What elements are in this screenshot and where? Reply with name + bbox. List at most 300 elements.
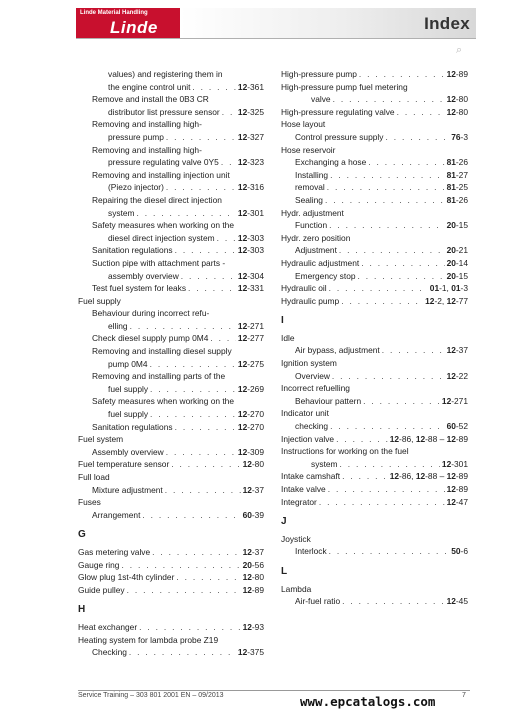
page-chapter: 81	[446, 169, 456, 180]
index-entry: Hydr. zero position	[281, 232, 351, 243]
page-reference[interactable]	[442, 395, 468, 408]
page-chapter: 12	[446, 484, 456, 494]
index-entry: Removing and installing high-	[92, 119, 202, 130]
leader-dots	[325, 194, 445, 207]
page-number-part: -331	[247, 283, 264, 294]
entry-label: valve	[311, 94, 331, 105]
page-reference[interactable]	[447, 483, 468, 496]
page-reference[interactable]	[238, 181, 264, 194]
page-chapter: 12	[242, 546, 252, 557]
page-number-part: -15	[455, 270, 468, 281]
page-number-part: -39	[251, 509, 264, 520]
page-chapter: 12	[237, 182, 248, 193]
entry-label: Sanitation regulations	[92, 421, 173, 432]
page-number-part: -303	[247, 232, 264, 243]
index-entry	[78, 509, 264, 522]
page-reference[interactable]	[451, 131, 468, 144]
index-entry	[78, 181, 264, 194]
page-chapter: 60	[446, 421, 456, 432]
leader-dots	[382, 344, 445, 357]
entry-label: Check diesel supply pump 0M4	[92, 333, 209, 344]
leader-dots	[181, 270, 236, 283]
page-reference[interactable]	[447, 344, 468, 357]
page-reference[interactable]	[447, 270, 468, 283]
entry-label: pressure regulating valve 0Y5	[108, 157, 219, 168]
entry-label: Glow plug 1st-4th cylinder	[78, 572, 175, 583]
index-entry: Ignition system	[281, 358, 337, 369]
page-chapter: 12	[237, 421, 248, 432]
index-entry: Fuses	[78, 497, 101, 508]
entry-label: pressure pump	[108, 131, 164, 142]
page-chapter: 12	[242, 572, 252, 583]
page-reference[interactable]	[447, 219, 468, 232]
page-reference[interactable]	[447, 370, 468, 383]
entry-label: Installing	[295, 169, 329, 180]
page-number-part: -89	[251, 584, 264, 595]
page-reference[interactable]	[238, 646, 264, 659]
page-number-part: -37	[251, 546, 264, 557]
page-reference[interactable]	[238, 131, 264, 144]
page-reference[interactable]	[447, 106, 468, 119]
page-reference[interactable]	[238, 332, 264, 345]
section-letter: I	[281, 315, 284, 327]
page-chapter: 60	[242, 509, 252, 520]
entry-label: Arrangement	[92, 509, 141, 520]
page-number-part: -303	[247, 245, 264, 256]
leader-dots	[336, 433, 388, 446]
page-reference[interactable]	[238, 320, 264, 333]
page-number-part: -323	[247, 157, 264, 168]
leader-dots	[130, 320, 236, 333]
page-chapter: 12	[441, 458, 452, 469]
page-reference[interactable]	[243, 621, 264, 634]
page-number-part: -88 –	[425, 471, 447, 482]
index-entry	[281, 295, 468, 308]
entry-label: Fuel temperature sensor	[78, 459, 170, 470]
leader-dots	[139, 621, 240, 634]
entry-label: Air bypass, adjustment	[295, 345, 380, 356]
page-chapter: 12	[237, 106, 248, 117]
page-reference[interactable]	[238, 244, 264, 257]
leader-dots	[329, 545, 450, 558]
leader-dots	[150, 358, 236, 371]
index-entry: Hose layout	[281, 119, 326, 130]
index-entry: Heating system for lambda probe Z19	[78, 634, 219, 645]
index-entry	[281, 458, 468, 471]
page-chapter: 81	[446, 194, 456, 205]
leader-dots	[342, 470, 388, 483]
page-number-part: -270	[247, 421, 264, 432]
page-reference[interactable]	[243, 559, 264, 572]
section-letter: J	[281, 516, 287, 528]
index-entry	[78, 621, 264, 634]
page-reference[interactable]	[238, 207, 264, 220]
index-entry	[281, 93, 468, 106]
index-entry: Removing and installing parts of the	[92, 371, 226, 382]
leader-dots	[329, 219, 444, 232]
entry-label: Adjustment	[295, 245, 337, 256]
page-chapter: 12	[237, 131, 248, 142]
index-entry	[281, 169, 468, 182]
leader-dots	[385, 131, 449, 144]
page-reference[interactable]	[238, 358, 264, 371]
entry-label: (Piezo injector)	[108, 182, 164, 193]
page-number-part: -80	[455, 106, 468, 117]
page-number-part: -361	[247, 81, 264, 92]
leader-dots	[165, 484, 241, 497]
header-divider	[76, 38, 476, 39]
search-icon: ⌕	[456, 44, 463, 56]
page-chapter: 12	[242, 484, 252, 495]
page-number-part: -309	[247, 446, 264, 457]
page-reference[interactable]	[447, 156, 468, 169]
page-chapter: 12	[446, 596, 456, 607]
entry-label: Checking	[92, 647, 127, 658]
entry-label: Guide pulley	[78, 584, 125, 595]
index-entry: values) and registering them in	[108, 69, 223, 79]
index-entry	[281, 131, 468, 144]
page-number-part: -89	[455, 69, 468, 79]
page-reference[interactable]	[447, 194, 468, 207]
index-entry	[78, 282, 264, 295]
section-letter: G	[78, 529, 86, 541]
index-entry	[78, 484, 264, 497]
index-entry	[281, 156, 468, 169]
page-number-part: -269	[247, 383, 264, 394]
page-number-part: -86,	[399, 433, 416, 444]
page-reference[interactable]	[238, 232, 264, 245]
entry-label: Hydraulic oil	[281, 283, 327, 294]
leader-dots	[150, 383, 236, 396]
page-chapter: 12	[237, 283, 248, 294]
page-number-part: -26	[455, 194, 468, 205]
page-reference[interactable]	[243, 546, 264, 559]
page-number-part: -80	[455, 94, 468, 105]
page-chapter: 12	[446, 471, 456, 482]
page-number-part: -47	[455, 496, 468, 507]
index-entry: High-pressure pump fuel metering	[281, 81, 408, 92]
index-entry: Suction pipe with attachment parts -	[92, 257, 226, 268]
leader-dots	[166, 131, 236, 144]
page-reference[interactable]	[243, 484, 264, 497]
index-entry	[281, 370, 468, 383]
leader-dots	[327, 181, 445, 194]
index-entry	[281, 106, 468, 119]
index-entry	[78, 81, 264, 94]
page-chapter: 12	[425, 295, 435, 306]
page-number-part: -56	[251, 559, 264, 570]
index-entry	[78, 244, 264, 257]
entry-label: distributor list pressure sensor	[108, 106, 220, 117]
page-chapter: 12	[389, 433, 400, 444]
leader-dots	[171, 458, 240, 471]
page-number-part: -275	[247, 358, 264, 369]
page-number-part: -26	[455, 157, 468, 168]
entry-label: Sealing	[295, 194, 323, 205]
page-reference[interactable]	[238, 81, 264, 94]
index-entry	[78, 332, 264, 345]
page-reference[interactable]	[238, 106, 264, 119]
leader-dots	[342, 595, 444, 608]
page-chapter: 12	[237, 270, 248, 281]
page-reference[interactable]	[451, 545, 468, 558]
leader-dots	[152, 546, 240, 559]
page-number: 7	[462, 692, 466, 699]
index-entry	[78, 446, 264, 459]
page-chapter: 12	[446, 370, 456, 381]
page-reference[interactable]	[447, 68, 468, 81]
leader-dots	[319, 496, 445, 509]
index-entry	[78, 383, 264, 396]
index-entry: Removing and installing high-	[92, 144, 202, 155]
page-reference[interactable]	[430, 282, 468, 295]
leader-dots	[175, 421, 236, 434]
index-entry	[78, 320, 264, 333]
leader-dots	[222, 106, 236, 119]
index-entry: Joystick	[281, 533, 311, 544]
index-entry	[281, 244, 468, 257]
entry-label: Injection valve	[281, 433, 335, 444]
page-chapter: 12	[237, 383, 248, 394]
entry-label: diesel direct injection system	[108, 232, 215, 243]
index-entry	[78, 421, 264, 434]
page-reference[interactable]	[243, 584, 264, 597]
index-entry: Repairing the diesel direct injection	[92, 194, 222, 205]
leader-dots	[175, 244, 236, 257]
index-entry	[78, 546, 264, 559]
watermark: www.epcatalogs.com	[300, 694, 436, 709]
page-number-part: -14	[455, 257, 468, 268]
page-number-part: -25	[455, 182, 468, 193]
page-chapter: 12	[237, 81, 248, 92]
page-number-part: -80	[251, 459, 264, 470]
page-chapter: 12	[415, 471, 426, 482]
index-entry: Lambda	[281, 583, 312, 594]
page-chapter: 12	[237, 157, 248, 168]
page-chapter: 12	[242, 621, 252, 632]
page-reference[interactable]	[447, 257, 468, 270]
page-reference[interactable]	[238, 270, 264, 283]
page-number-part: -325	[247, 106, 264, 117]
page-chapter: 12	[446, 345, 456, 356]
leader-dots	[330, 169, 445, 182]
leader-dots	[188, 282, 236, 295]
index-entry: Remove and install the 0B3 CR	[92, 94, 209, 105]
page-reference[interactable]	[238, 282, 264, 295]
entry-label: Intake valve	[281, 484, 326, 494]
page-number-part: -93	[251, 621, 264, 632]
page-reference[interactable]	[442, 458, 468, 471]
leader-dots	[339, 244, 445, 257]
page-reference[interactable]	[238, 383, 264, 396]
page-number-part: -3	[460, 131, 468, 142]
leader-dots	[361, 257, 444, 270]
page-number-part: -37	[251, 484, 264, 495]
index-entry	[281, 282, 468, 295]
entry-label: pump 0M4	[108, 358, 148, 369]
entry-label: Hydraulic pump	[281, 295, 340, 306]
index-entry	[281, 470, 468, 483]
index-entry	[281, 420, 468, 433]
index-entry: Fuel system	[78, 434, 124, 445]
leader-dots	[359, 68, 445, 81]
page-reference[interactable]	[447, 93, 468, 106]
page-chapter: 12	[237, 358, 248, 369]
leader-dots	[358, 270, 445, 283]
index-entry	[78, 106, 264, 119]
page-number-part: -6	[460, 546, 468, 557]
leader-dots	[397, 106, 445, 119]
entry-label: Interlock	[295, 546, 327, 557]
page-number-part: -21	[455, 245, 468, 256]
entry-label: Control pressure supply	[295, 131, 384, 142]
page-chapter: 12	[446, 106, 456, 117]
entry-label: checking	[295, 421, 329, 432]
leader-dots	[333, 93, 445, 106]
index-entry	[281, 395, 468, 408]
page-number-part: -15	[455, 220, 468, 231]
entry-label: Function	[295, 220, 328, 231]
entry-label: Mixture adjustment	[92, 484, 163, 495]
leader-dots	[363, 395, 440, 408]
page-reference[interactable]	[243, 509, 264, 522]
page-number-part: -277	[247, 333, 264, 344]
page-reference[interactable]	[447, 496, 468, 509]
page-chapter: 12	[237, 245, 248, 256]
entry-label: Heat exchanger	[78, 621, 138, 632]
page-chapter: 20	[446, 270, 456, 281]
index-entry: Hose reservoir	[281, 144, 336, 155]
section-letter: L	[281, 565, 288, 577]
entry-label: High-pressure pump	[281, 69, 357, 79]
index-entry	[281, 68, 468, 81]
index-entry	[78, 584, 264, 597]
leader-dots	[166, 181, 236, 194]
page-reference[interactable]	[447, 420, 468, 433]
page-number-part: -89	[455, 471, 468, 482]
page-chapter: 81	[446, 157, 456, 168]
page-title: Index	[424, 14, 470, 33]
index-entry: Removing and installing diesel supply	[92, 346, 232, 357]
page-chapter: 12	[446, 69, 456, 79]
page-number-part: -304	[247, 270, 264, 281]
index-entry	[281, 194, 468, 207]
index-entry: Incorrect refuelling	[281, 383, 350, 394]
page-reference[interactable]	[447, 169, 468, 182]
page-number-part: -271	[451, 395, 468, 406]
index-entry: Safety measures when working on the	[92, 396, 234, 407]
page-number-part: -2,	[434, 295, 447, 306]
index-entry	[78, 207, 264, 220]
entry-label: elling	[108, 320, 128, 331]
page-chapter: 01	[429, 283, 440, 294]
page-chapter: 12	[237, 232, 248, 243]
entry-label: removal	[295, 182, 325, 193]
entry-label: Assembly overview	[92, 446, 164, 457]
page-chapter: 12	[237, 320, 248, 331]
page-reference[interactable]	[238, 156, 264, 169]
index-entry	[78, 408, 264, 421]
entry-label: system	[311, 458, 338, 469]
leader-dots	[129, 646, 236, 659]
page-reference[interactable]	[238, 421, 264, 434]
index-entry	[78, 559, 264, 572]
index-entry: Behaviour during incorrect refu-	[92, 308, 210, 319]
page-chapter: 12	[237, 647, 248, 658]
leader-dots	[332, 370, 445, 383]
entry-label: Sanitation regulations	[92, 245, 173, 256]
index-entry	[281, 257, 468, 270]
page-chapter: 01	[451, 283, 461, 294]
page-number-part: -89	[455, 484, 468, 494]
leader-dots	[150, 408, 236, 421]
page-reference[interactable]	[243, 571, 264, 584]
page-number-part: -271	[247, 320, 264, 331]
entry-label: Air-fuel ratio	[295, 596, 341, 607]
page-reference[interactable]	[238, 446, 264, 459]
index-entry: Instructions for working on the fuel	[281, 446, 409, 457]
index-entry	[281, 270, 468, 283]
index-entry: Full load	[78, 472, 110, 482]
page-number-part: -45	[455, 596, 468, 607]
page-number-part: -86,	[399, 471, 416, 482]
page-reference[interactable]	[238, 408, 264, 421]
page-chapter: 12	[237, 446, 248, 457]
page-reference[interactable]	[447, 244, 468, 257]
index-column-left	[78, 68, 264, 659]
page-number-part: -270	[247, 409, 264, 420]
page-reference[interactable]	[390, 470, 468, 483]
leader-dots	[121, 559, 240, 572]
entry-label: assembly overview	[108, 270, 179, 281]
index-entry: Removing and installing injection unit	[92, 169, 230, 180]
page-chapter: 12	[446, 496, 456, 507]
page-reference[interactable]	[390, 433, 468, 446]
page-chapter: 12	[415, 433, 426, 444]
page-number-part: -88 –	[425, 433, 447, 444]
leader-dots	[137, 207, 236, 220]
index-entry	[78, 358, 264, 371]
page-number-part: -37	[455, 345, 468, 356]
page-chapter: 20	[446, 257, 456, 268]
page-number-part: -27	[455, 169, 468, 180]
entry-label: system	[108, 207, 135, 218]
page-chapter: 12	[446, 433, 456, 444]
page-number-part: -89	[455, 433, 468, 444]
header-bar	[180, 8, 476, 39]
page-reference[interactable]	[447, 181, 468, 194]
entry-label: Overview	[295, 370, 330, 381]
page-number-part: -375	[247, 647, 264, 658]
page-chapter: 12	[389, 471, 400, 482]
entry-label: fuel supply	[108, 383, 149, 394]
leader-dots	[340, 458, 440, 471]
entry-label: Emergency stop	[295, 270, 356, 281]
page-reference[interactable]	[447, 595, 468, 608]
page-chapter: 76	[451, 131, 461, 142]
page-number-part: -1,	[439, 283, 452, 294]
page-reference[interactable]	[243, 458, 264, 471]
page-reference[interactable]	[425, 295, 468, 308]
page-header	[76, 8, 476, 39]
leader-dots	[329, 282, 428, 295]
page-chapter: 12	[237, 333, 248, 344]
index-entry	[281, 496, 468, 509]
entry-label: Behaviour pattern	[295, 395, 362, 406]
entry-label: Gauge ring	[78, 559, 120, 570]
page-chapter: 12	[237, 409, 248, 420]
index-entry	[78, 270, 264, 283]
